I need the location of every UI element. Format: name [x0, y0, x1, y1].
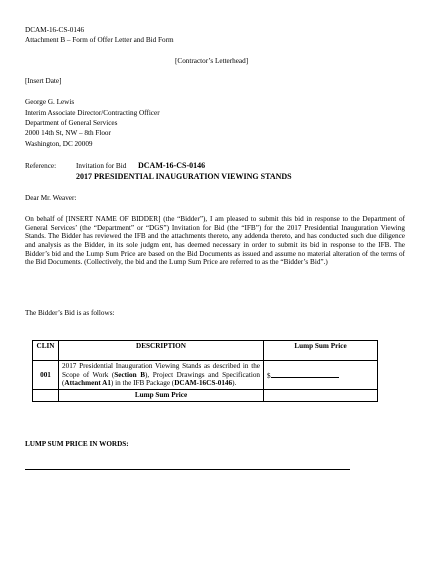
project-title: 2017 PRESIDENTIAL INAUGURATION VIEWING STANDS: [76, 172, 292, 181]
body-paragraph: On behalf of [INSERT NAME OF BIDDER] (the “Bidder”), I am pleased to submit this bid in response to the Department of General Services’ (the “Department” or “DGS”) Invitation for Bid (the “IFB”) for the 2017 Presidential Inauguration Viewing Stands. The Bidder has reviewed the IFB and the attachments thereto, any addenda thereto, and has conducted such due diligence and analysis as the Bidder, in its sole judgm ent, has deemed necessary in order to submit its bid in response to the IFB. The Bidder’s bid and the Lump Sum Price are based on the Bid Documents as issued and assume no material alteration of the terms of the Bid Documents. (Collectively, the bid and the Lump Sum Price are referred to as the “Bidder’s Bid”.): [25, 215, 405, 267]
description-header: DESCRIPTION: [59, 341, 264, 361]
price-input-line[interactable]: [271, 370, 339, 378]
document-number: DCAM-16-CS-0146: [25, 26, 85, 34]
letterhead-placeholder: [Contractor’s Letterhead]: [175, 57, 249, 65]
table-header-row: [33, 341, 378, 361]
dollar-sign: $: [267, 371, 271, 380]
reference-invitation: Invitation for Bid: [76, 162, 127, 170]
price-in-words-line[interactable]: [25, 469, 350, 470]
salutation: Dear Mr. Weaver:: [25, 194, 77, 202]
lump-sum-label: Lump Sum Price: [59, 389, 264, 401]
reference-label: Reference:: [25, 162, 57, 170]
date-placeholder: [Insert Date]: [25, 77, 62, 85]
clin-cell: 001: [33, 361, 59, 390]
table-row: [33, 361, 378, 390]
attachment-ref: Attachment A1: [64, 379, 111, 388]
recipient-name: George G. Lewis: [25, 98, 75, 106]
attachment-title: Attachment B – Form of Offer Letter and Bid Form: [25, 36, 174, 44]
recipient-title: Interim Associate Director/Contracting Officer: [25, 109, 160, 117]
recipient-city: Washington, DC 20009: [25, 140, 93, 148]
description-cell: 2017 Presidential Inauguration Viewing Stands as described in the Scope of Work (Section B), Project Drawings and Specification (Attachment A1) in the IFB Package (DCAM-16CS-0146).: [59, 361, 264, 390]
price-in-words-label: LUMP SUM PRICE IN WORDS:: [25, 440, 129, 448]
table-total-row: [33, 389, 378, 401]
price-header: Lump Sum Price: [264, 341, 378, 361]
bid-table: [32, 340, 378, 402]
bid-intro: The Bidder’s Bid is as follows:: [25, 309, 115, 317]
recipient-street: 2000 14th St, NW – 8th Floor: [25, 129, 111, 137]
section-ref: Section B: [114, 370, 145, 379]
lump-sum-total-cell[interactable]: [264, 389, 378, 401]
price-cell: [264, 361, 378, 390]
recipient-department: Department of General Services: [25, 119, 118, 127]
clin-header: CLIN: [33, 341, 59, 361]
reference-number: DCAM-16-CS-0146: [138, 161, 206, 170]
package-ref: DCAM-16CS-0146: [174, 379, 233, 388]
